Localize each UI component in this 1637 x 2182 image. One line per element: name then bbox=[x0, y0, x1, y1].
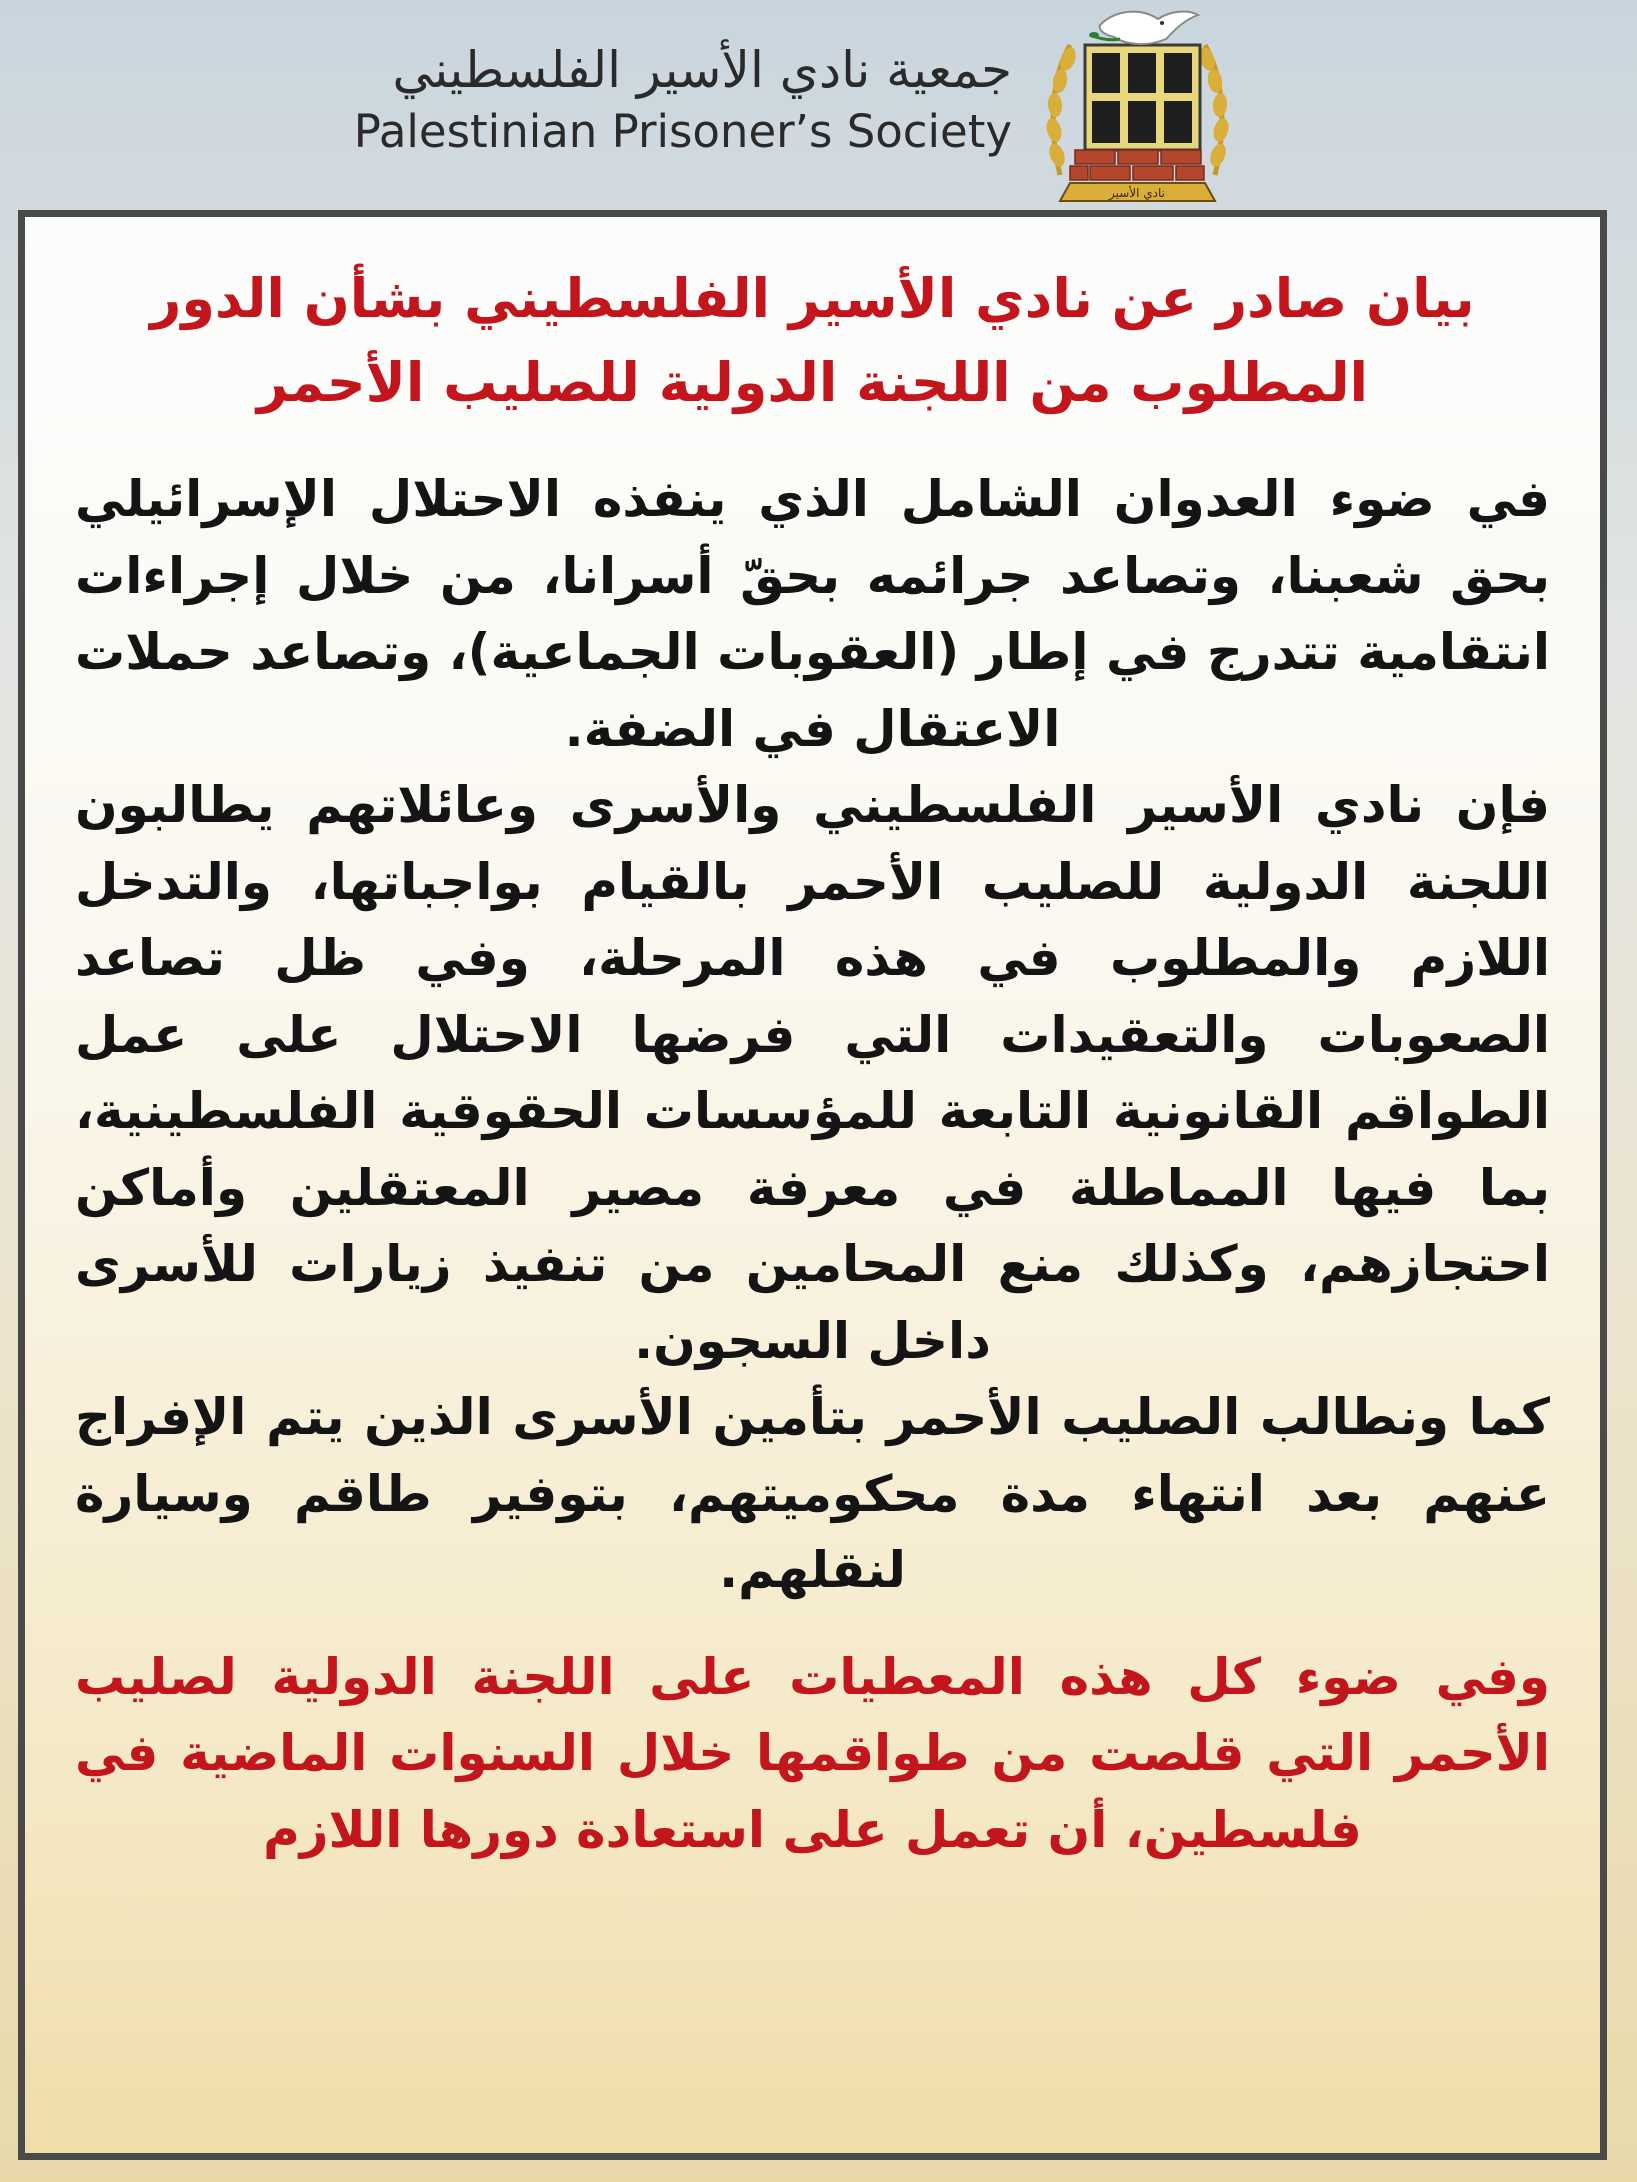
statement-paragraph-1: في ضوء العدوان الشامل الذي ينفذه الاحتلال الإسرائيلي بحق شعبنا، وتصاعد جرائمه بحقّ أسرانا، من خلال إجراءات انتقامية تتدرج في إطار (العقوبات الجماعية)، وتصاعد حملات الاعتقال في الضفة. bbox=[75, 470, 1550, 758]
org-name-english: Palestinian Prisoner’s Society bbox=[353, 105, 1012, 158]
statement-closing: وفي ضوء كل هذه المعطيات على اللجنة الدولية لصليب الأحمر التي قلصت من طواقمها خلال السنوات الماضية في فلسطين، أن تعمل على استعادة دورها اللازم bbox=[75, 1647, 1550, 1859]
statement-paragraph-3: كما ونطالب الصليب الأحمر بتأمين الأسرى الذين يتم الإفراج عنهم بعد انتهاء مدة محكوميتهم، بتوفير طاقم وسيارة لنقلهم. bbox=[75, 1388, 1550, 1599]
emblem-caption: نادي الأسير bbox=[1108, 186, 1166, 200]
statement-paragraph-2: فإن نادي الأسير الفلسطيني والأسرى وعائلاتهم يطالبون اللجنة الدولية للصليب الأحمر بالقيام بواجباتها، والتدخل اللازم والمطلوب في هذه المرحلة، وفي ظل تصاعد الصعوبات والتعقيدات التي فرضها الاحتلال على عمل الطواقم القانونية التابعة للمؤسسات الحقوقية الفلسطينية، بما فيها المماطلة في معرفة مصير المعتقلين وأماكن احتجازهم، وكذلك منع المحامين من تنفيذ زيارات للأسرى داخل السجون. bbox=[75, 776, 1550, 1370]
statement-content bbox=[75, 257, 1550, 1868]
header bbox=[0, 0, 1637, 205]
dove-prison-window-emblem-icon bbox=[1030, 5, 1245, 205]
statement-title: بيان صادر عن نادي الأسير الفلسطيني بشأن الدور المطلوب من اللجنة الدولية للصليب الأحمر bbox=[150, 267, 1475, 414]
org-name bbox=[354, 40, 1012, 160]
statement-frame bbox=[18, 210, 1607, 2160]
org-name-arabic: جمعية نادي الأسير الفلسطيني bbox=[392, 41, 1012, 99]
